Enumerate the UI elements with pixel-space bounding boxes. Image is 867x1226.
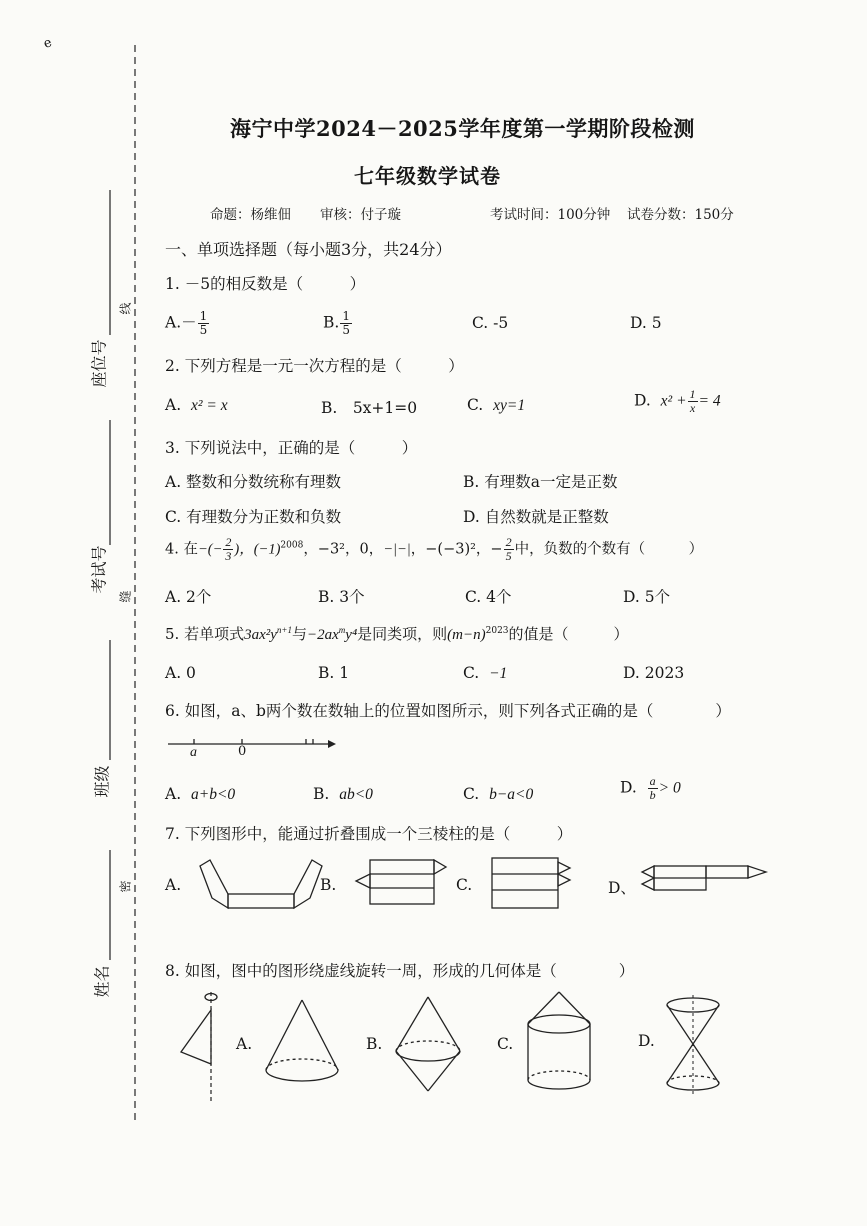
seal-mark: 缝	[118, 590, 133, 603]
q1-a-num: 1	[199, 309, 208, 323]
q4-e2-exp: 2008	[280, 540, 304, 551]
q4-e5-num: 2	[505, 535, 512, 549]
q5-term1-exp: n+1	[276, 625, 292, 635]
seat-label: 座位号	[89, 339, 109, 388]
q6-d-post: > 0	[658, 779, 681, 797]
q5-expr: (m−n)	[447, 627, 486, 643]
q4-e4: −|−|	[383, 541, 411, 558]
q2-d-post: = 4	[698, 392, 721, 410]
mi-mark: 密	[118, 880, 133, 893]
q1-a-den: 5	[199, 323, 208, 337]
q6-b-label: B.	[313, 785, 330, 803]
q6-c-expr: b−a<0	[489, 786, 534, 803]
q7-figure-a	[198, 856, 328, 916]
q1-option-c: C. -5	[472, 314, 509, 332]
q3-option-c: C. 有理数分为正数和负数	[165, 508, 342, 526]
q5-stem-pre: 5. 若单项式	[165, 625, 245, 643]
name-label: 姓名	[92, 965, 112, 998]
q6-a-label: A.	[165, 785, 182, 803]
q2-a-expr: x² = x	[190, 397, 228, 414]
q7-option-c: C.	[456, 876, 473, 894]
q5-expr-exp: 2023	[485, 626, 509, 636]
q3-option-a: A. 整数和分数统称有理数	[165, 473, 342, 491]
q7-option-a: A.	[165, 876, 182, 894]
q2-c-expr: xy=1	[493, 397, 526, 414]
q8-figure-b-double-cone	[393, 995, 463, 1095]
q2-option-b: B. 5x+1=0	[321, 399, 418, 417]
q1-a-sign: －	[181, 313, 197, 332]
q5-option-d: D. 2023	[623, 664, 685, 682]
q6-d-num: a	[649, 774, 656, 788]
q4-option-b: B. 3个	[318, 588, 365, 606]
q1-a-fraction	[198, 310, 210, 337]
q6-axis-zero-label: 0	[238, 744, 247, 759]
q1-option-b	[323, 310, 353, 337]
q4-e1-den: 3	[225, 549, 232, 563]
q5-stem	[165, 623, 629, 644]
q7-stem: 7. 下列图形中，能通过折叠围成一个三棱柱的是（ ）	[165, 825, 573, 843]
q4-e5-den: 5	[505, 549, 512, 563]
q7-option-d: D、	[608, 879, 636, 897]
q5-mid: 与	[291, 625, 307, 643]
exam-no-label: 考试号	[89, 545, 109, 594]
q4-option-d: D. 5个	[623, 588, 671, 606]
q2-option-d	[634, 388, 721, 415]
q3-stem: 3. 下列说法中，正确的是（ ）	[165, 439, 418, 457]
q8-option-a: A.	[236, 1035, 253, 1053]
page-title: 海宁中学2024－2025学年度第一学期阶段检测	[230, 116, 695, 141]
q6-d-label: D.	[620, 778, 637, 797]
q5-option-a: A. 0	[165, 664, 196, 682]
q2-a-label: A.	[165, 396, 182, 414]
q8-stem: 8. 如图，图中的图形绕虚线旋转一周，形成的几何体是（ ）	[165, 962, 635, 980]
q1-stem: 1. －5的相反数是（ ）	[165, 275, 366, 293]
q6-c-label: C.	[463, 785, 480, 803]
page-subtitle: 七年级数学试卷	[354, 164, 501, 188]
q6-axis-a-label: a	[190, 745, 197, 760]
q4-e5: ，−(−3)²，−	[410, 541, 503, 558]
q7-option-b: B.	[320, 876, 337, 894]
q7-figure-b	[348, 858, 458, 908]
section-heading: 一、单项选择题（每小题3分，共24分）	[165, 240, 452, 259]
q6-option-c	[463, 785, 533, 804]
q2-d-pre: x² +	[660, 392, 687, 410]
q1-b-fraction	[340, 310, 352, 337]
q4-e5-fraction	[504, 536, 514, 563]
q1-b-den: 5	[342, 323, 350, 337]
q1-a-label: A.	[165, 313, 182, 332]
q6-a-expr: a+b<0	[190, 786, 236, 803]
q8-figure-d-hourglass	[660, 995, 730, 1100]
q5-term2: −2ax	[307, 627, 339, 643]
q7-figure-c	[490, 856, 590, 911]
axis-arrow	[328, 740, 336, 748]
q5-c-val: −1	[489, 665, 508, 682]
meta-score: 试卷分数：150分	[627, 207, 734, 223]
q2-d-fraction	[688, 388, 698, 415]
q8-option-c: C.	[497, 1035, 514, 1053]
q5-mid2: 是同类项，则	[357, 625, 448, 643]
q6-d-den: b	[649, 788, 656, 802]
q4-option-a: A. 2个	[165, 588, 212, 606]
meta-reviewer: 审核：付子璇	[320, 207, 401, 223]
q1-option-a	[165, 310, 210, 337]
q8-option-b: B.	[366, 1035, 383, 1053]
q5-option-b: B. 1	[318, 664, 350, 682]
q4-option-c: C. 4个	[465, 588, 512, 606]
q2-option-c	[467, 396, 525, 415]
q6-b-expr: ab<0	[339, 786, 373, 803]
q2-d-den: x	[689, 401, 696, 415]
q6-option-b	[313, 785, 373, 804]
q5-stem-post: 的值是（ ）	[508, 625, 629, 643]
q2-d-num: 1	[689, 387, 696, 401]
q6-option-d	[620, 775, 681, 802]
q4-e2: (−1)	[253, 541, 281, 558]
q5-term2-post: y⁴	[345, 627, 358, 643]
q6-d-fraction	[648, 775, 658, 802]
line-mark: 线	[118, 302, 133, 315]
meta-author: 命题：杨维佃	[210, 207, 291, 223]
q2-option-a	[165, 396, 228, 415]
q6-stem: 6. 如图，a、b两个数在数轴上的位置如图所示，则下列各式正确的是（ ）	[165, 702, 731, 720]
q4-stem	[165, 536, 703, 563]
q4-stem-pre: 4. 在	[165, 541, 198, 558]
q7-figure-d	[640, 862, 780, 902]
q3-option-d: D. 自然数就是正整数	[463, 508, 609, 526]
q4-e1-pre: −(−	[197, 541, 223, 558]
q8-figure-c-cylinder-cone	[522, 990, 597, 1100]
q2-stem: 2. 下列方程是一元一次方程的是（ ）	[165, 357, 464, 375]
q1-option-d: D. 5	[630, 314, 662, 332]
page-mark: e	[41, 35, 55, 52]
q8-option-d: D.	[638, 1032, 655, 1050]
q8-figure-a-cone	[262, 998, 342, 1088]
q5-term1: 3ax²y	[244, 627, 277, 643]
q2-c-label: C.	[467, 396, 484, 414]
q1-b-label: B.	[323, 313, 340, 332]
q4-e1-post: )，	[234, 541, 254, 558]
q4-e1-num: 2	[225, 535, 232, 549]
q4-stem-post: 中，负数的个数有（ ）	[514, 541, 704, 558]
q4-e3: ，−3²，0，	[303, 541, 384, 558]
q4-e1-fraction	[223, 536, 233, 563]
meta-duration: 考试时间：100分钟	[490, 207, 611, 223]
q5-term2-exp: m	[338, 625, 346, 635]
q3-option-b: B. 有理数a一定是正数	[463, 473, 618, 491]
q8-rotation-figure	[175, 990, 225, 1105]
q2-d-label: D.	[634, 391, 651, 410]
q1-b-num: 1	[342, 309, 350, 323]
q5-c-label: C.	[463, 664, 480, 682]
q5-option-c	[463, 664, 507, 683]
class-label: 班级	[92, 765, 112, 798]
q6-option-a	[165, 785, 235, 804]
